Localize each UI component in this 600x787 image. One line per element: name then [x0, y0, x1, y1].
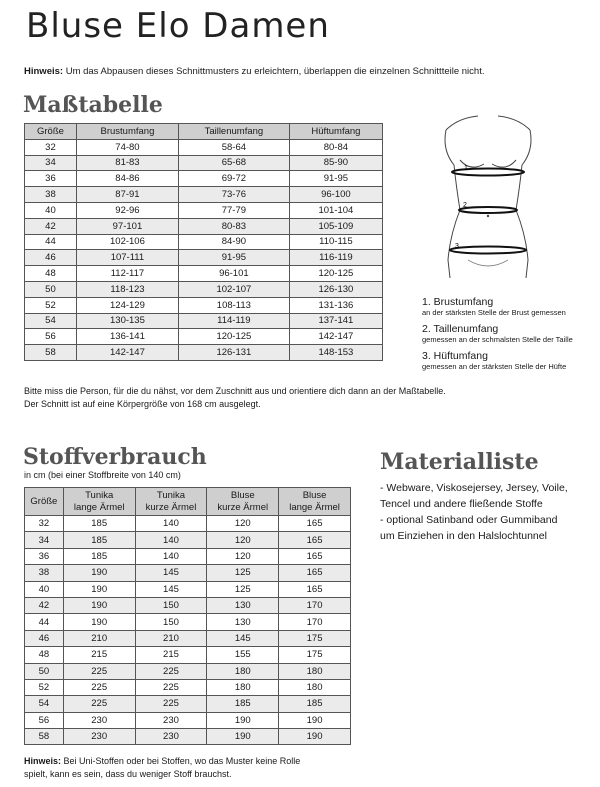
table-cell: 58: [25, 345, 77, 361]
table-cell: 230: [63, 729, 135, 745]
table-cell: 48: [25, 266, 77, 282]
table-cell: 150: [135, 614, 207, 630]
table-cell: 54: [25, 313, 77, 329]
body-figure-illustration: [438, 110, 538, 285]
table-cell: 175: [279, 647, 351, 663]
size-table-note: [24, 385, 446, 411]
table-row: [25, 202, 383, 218]
table-cell: 230: [135, 729, 207, 745]
table-cell: 112-117: [76, 266, 178, 282]
table-row: [25, 516, 351, 532]
table-cell: 120-125: [178, 329, 289, 345]
table-cell: 185: [63, 548, 135, 564]
table-row: [25, 532, 351, 548]
table-cell: 215: [135, 647, 207, 663]
table-row: [25, 548, 351, 564]
table-cell: 84-90: [178, 234, 289, 250]
table-row: [25, 663, 351, 679]
table-cell: 56: [25, 329, 77, 345]
table-cell: 85-90: [289, 155, 382, 171]
table-cell: 52: [25, 297, 77, 313]
table-cell: 225: [63, 696, 135, 712]
waist-measure-line: [459, 207, 517, 213]
table-cell: 42: [25, 218, 77, 234]
table-cell: 87-91: [76, 187, 178, 203]
header-line: Bluse: [230, 489, 255, 501]
table-row: [25, 581, 351, 597]
legend-sub: an der stärksten Stelle der Brust gemessen: [422, 308, 566, 317]
bust-outline: [460, 160, 516, 167]
table-cell: 92-96: [76, 202, 178, 218]
table-cell: 180: [207, 663, 279, 679]
table-cell: 80-84: [289, 139, 382, 155]
table-cell: 142-147: [289, 329, 382, 345]
table-cell: 137-141: [289, 313, 382, 329]
table-cell: 91-95: [178, 250, 289, 266]
column-header: Brustumfang: [76, 124, 178, 140]
hint-text: [24, 66, 484, 77]
table-cell: 145: [135, 581, 207, 597]
hint-label: Hinweis:: [24, 66, 64, 77]
material-item: - optional Satinband oder Gummiband: [380, 514, 558, 526]
table-cell: 38: [25, 565, 64, 581]
table-cell: 225: [63, 663, 135, 679]
column-header: [135, 488, 207, 516]
table-row: [25, 171, 383, 187]
marker-1: 1: [464, 165, 468, 172]
table-row: [25, 187, 383, 203]
table-cell: 175: [279, 630, 351, 646]
table-row: [25, 281, 383, 297]
note-line: Bei Uni-Stoffen oder bei Stoffen, wo das Muster keine Rolle: [61, 756, 301, 766]
table-cell: 50: [25, 281, 77, 297]
measure-legend: [422, 290, 573, 371]
table-cell: 38: [25, 187, 77, 203]
table-row: [25, 234, 383, 250]
table-cell: 32: [25, 516, 64, 532]
table-cell: 101-104: [289, 202, 382, 218]
legend-title: 2. Taillenumfang: [422, 323, 499, 335]
table-row: [25, 729, 351, 745]
material-list: [380, 480, 595, 544]
table-cell: 140: [135, 516, 207, 532]
table-cell: 114-119: [178, 313, 289, 329]
table-cell: 140: [135, 532, 207, 548]
table-cell: 230: [135, 712, 207, 728]
table-cell: 108-113: [178, 297, 289, 313]
material-item: - Webware, Viskosejersey, Jersey, Voile,: [380, 482, 568, 494]
table-cell: 185: [63, 516, 135, 532]
column-header: [207, 488, 279, 516]
table-cell: 180: [279, 663, 351, 679]
table-cell: 107-111: [76, 250, 178, 266]
column-header: [279, 488, 351, 516]
hip-curve: [468, 260, 508, 266]
table-cell: 140: [135, 548, 207, 564]
table-cell: 96-100: [289, 187, 382, 203]
marker-2: 2: [463, 202, 467, 209]
table-row: [25, 679, 351, 695]
table-cell: 36: [25, 171, 77, 187]
table-cell: 77-79: [178, 202, 289, 218]
table-row: [25, 297, 383, 313]
marker-3: 3: [455, 243, 459, 250]
table-cell: 120: [207, 516, 279, 532]
size-table-heading: Maßtabelle: [23, 92, 163, 118]
table-cell: 110-115: [289, 234, 382, 250]
table-cell: 126-131: [178, 345, 289, 361]
table-cell: 102-107: [178, 281, 289, 297]
column-header: [63, 488, 135, 516]
table-cell: 150: [135, 597, 207, 613]
material-heading: Materialliste: [380, 449, 539, 475]
table-cell: 155: [207, 647, 279, 663]
table-cell: 190: [63, 614, 135, 630]
hint-body: Um das Abpausen dieses Schnittmusters zu erleichtern, überlappen die einzelnen Schnittteile nicht.: [63, 66, 485, 77]
table-cell: 180: [207, 679, 279, 695]
table-cell: 126-130: [289, 281, 382, 297]
fabric-note: [24, 755, 300, 781]
table-cell: 130-135: [76, 313, 178, 329]
table-cell: 102-106: [76, 234, 178, 250]
table-cell: 118-123: [76, 281, 178, 297]
table-cell: 190: [207, 729, 279, 745]
table-row: [25, 218, 383, 234]
table-cell: 190: [279, 729, 351, 745]
table-cell: 58-64: [178, 139, 289, 155]
table-cell: 73-76: [178, 187, 289, 203]
table-cell: 40: [25, 202, 77, 218]
table-cell: 125: [207, 565, 279, 581]
table-cell: 210: [135, 630, 207, 646]
table-row: [25, 313, 383, 329]
table-cell: 190: [63, 581, 135, 597]
table-row: [25, 614, 351, 630]
table-cell: 210: [63, 630, 135, 646]
table-cell: 148-153: [289, 345, 382, 361]
table-cell: 96-101: [178, 266, 289, 282]
table-cell: 130: [207, 614, 279, 630]
header-line: Bluse: [302, 489, 327, 501]
table-cell: 165: [279, 565, 351, 581]
header-line: Größe: [30, 495, 58, 507]
table-cell: 46: [25, 250, 77, 266]
table-row: [25, 597, 351, 613]
table-row: [25, 696, 351, 712]
table-cell: 165: [279, 581, 351, 597]
fabric-table-subtitle: in cm (bei einer Stoffbreite von 140 cm): [24, 470, 181, 480]
fabric-table: [24, 487, 351, 745]
table-cell: 185: [63, 532, 135, 548]
table-cell: 190: [63, 565, 135, 581]
table-cell: 34: [25, 155, 77, 171]
table-cell: 190: [207, 712, 279, 728]
table-cell: 142-147: [76, 345, 178, 361]
table-cell: 230: [63, 712, 135, 728]
table-cell: 56: [25, 712, 64, 728]
material-item: Tencel und andere fließende Stoffe: [380, 498, 543, 510]
table-row: [25, 266, 383, 282]
table-cell: 165: [279, 548, 351, 564]
table-cell: 81-83: [76, 155, 178, 171]
table-cell: 120: [207, 532, 279, 548]
table-row: [25, 250, 383, 266]
material-item: um Einziehen in den Halslochtunnel: [380, 530, 547, 542]
table-row: [25, 647, 351, 663]
table-row: [25, 345, 383, 361]
table-cell: 215: [63, 647, 135, 663]
table-cell: 36: [25, 548, 64, 564]
table-cell: 65-68: [178, 155, 289, 171]
table-cell: 40: [25, 581, 64, 597]
table-cell: 97-101: [76, 218, 178, 234]
table-row: [25, 329, 383, 345]
table-cell: 46: [25, 630, 64, 646]
table-cell: 74-80: [76, 139, 178, 155]
table-cell: 185: [279, 696, 351, 712]
fabric-table-heading: Stoffverbrauch: [23, 444, 207, 470]
table-cell: 225: [135, 696, 207, 712]
column-header: Taillenumfang: [178, 124, 289, 140]
table-cell: 58: [25, 729, 64, 745]
table-cell: 54: [25, 696, 64, 712]
table-row: [25, 630, 351, 646]
table-cell: 145: [135, 565, 207, 581]
table-cell: 84-86: [76, 171, 178, 187]
table-cell: 170: [279, 614, 351, 630]
table-cell: 190: [279, 712, 351, 728]
table-cell: 124-129: [76, 297, 178, 313]
table-cell: 225: [135, 679, 207, 695]
table-cell: 136-141: [76, 329, 178, 345]
table-row: [25, 155, 383, 171]
left-body-outline: [445, 130, 460, 278]
table-cell: 52: [25, 679, 64, 695]
table-cell: 120-125: [289, 266, 382, 282]
table-cell: 105-109: [289, 218, 382, 234]
legend-title: 1. Brustumfang: [422, 296, 494, 308]
note-line: Bitte miss die Person, für die du nähst, vor dem Zuschnitt aus und orientiere dich dann an der Maßtabelle.: [24, 386, 446, 396]
table-cell: 42: [25, 597, 64, 613]
table-cell: 44: [25, 234, 77, 250]
hip-measure-line: [450, 247, 526, 254]
table-cell: 48: [25, 647, 64, 663]
legend-sub: gemessen an der stärksten Stelle der Hüfte: [422, 362, 567, 371]
fabric-note-label: Hinweis:: [24, 756, 62, 766]
header-line: kurze Ärmel: [145, 501, 197, 513]
navel: [487, 215, 489, 217]
header-line: kurze Ärmel: [217, 501, 269, 513]
table-cell: 50: [25, 663, 64, 679]
table-cell: 225: [135, 663, 207, 679]
table-cell: 145: [207, 630, 279, 646]
table-cell: 190: [63, 597, 135, 613]
table-cell: 180: [279, 679, 351, 695]
table-cell: 80-83: [178, 218, 289, 234]
header-line: Tunika: [156, 489, 186, 501]
table-cell: 165: [279, 532, 351, 548]
table-cell: 69-72: [178, 171, 289, 187]
table-row: [25, 139, 383, 155]
table-cell: 185: [207, 696, 279, 712]
shoulder-line: [446, 116, 530, 130]
header-line: Tunika: [85, 489, 114, 501]
note-line: Der Schnitt ist auf eine Körpergröße von 168 cm ausgelegt.: [24, 399, 261, 409]
header-line: lange Ärmel: [73, 501, 125, 513]
right-body-outline: [516, 130, 531, 278]
table-cell: 32: [25, 139, 77, 155]
size-table: [24, 123, 383, 361]
table-cell: 130: [207, 597, 279, 613]
page-title: Bluse Elo Damen: [26, 6, 330, 46]
bust-measure-line: [452, 169, 524, 176]
legend-title: 3. Hüftumfang: [422, 350, 488, 362]
table-cell: 170: [279, 597, 351, 613]
column-header: Hüftumfang: [289, 124, 382, 140]
table-cell: 44: [25, 614, 64, 630]
table-cell: 34: [25, 532, 64, 548]
table-cell: 91-95: [289, 171, 382, 187]
note-line: spielt, kann es sein, dass du weniger Stoff brauchst.: [24, 769, 232, 779]
table-row: [25, 565, 351, 581]
table-cell: 131-136: [289, 297, 382, 313]
table-row: [25, 712, 351, 728]
header-line: lange Ärmel: [289, 501, 340, 513]
table-cell: 225: [63, 679, 135, 695]
table-cell: 165: [279, 516, 351, 532]
table-cell: 125: [207, 581, 279, 597]
table-cell: 116-119: [289, 250, 382, 266]
table-cell: 120: [207, 548, 279, 564]
legend-sub: gemessen an der schmalsten Stelle der Taille: [422, 335, 573, 344]
column-header: Größe: [25, 124, 77, 140]
column-header: [25, 488, 64, 516]
